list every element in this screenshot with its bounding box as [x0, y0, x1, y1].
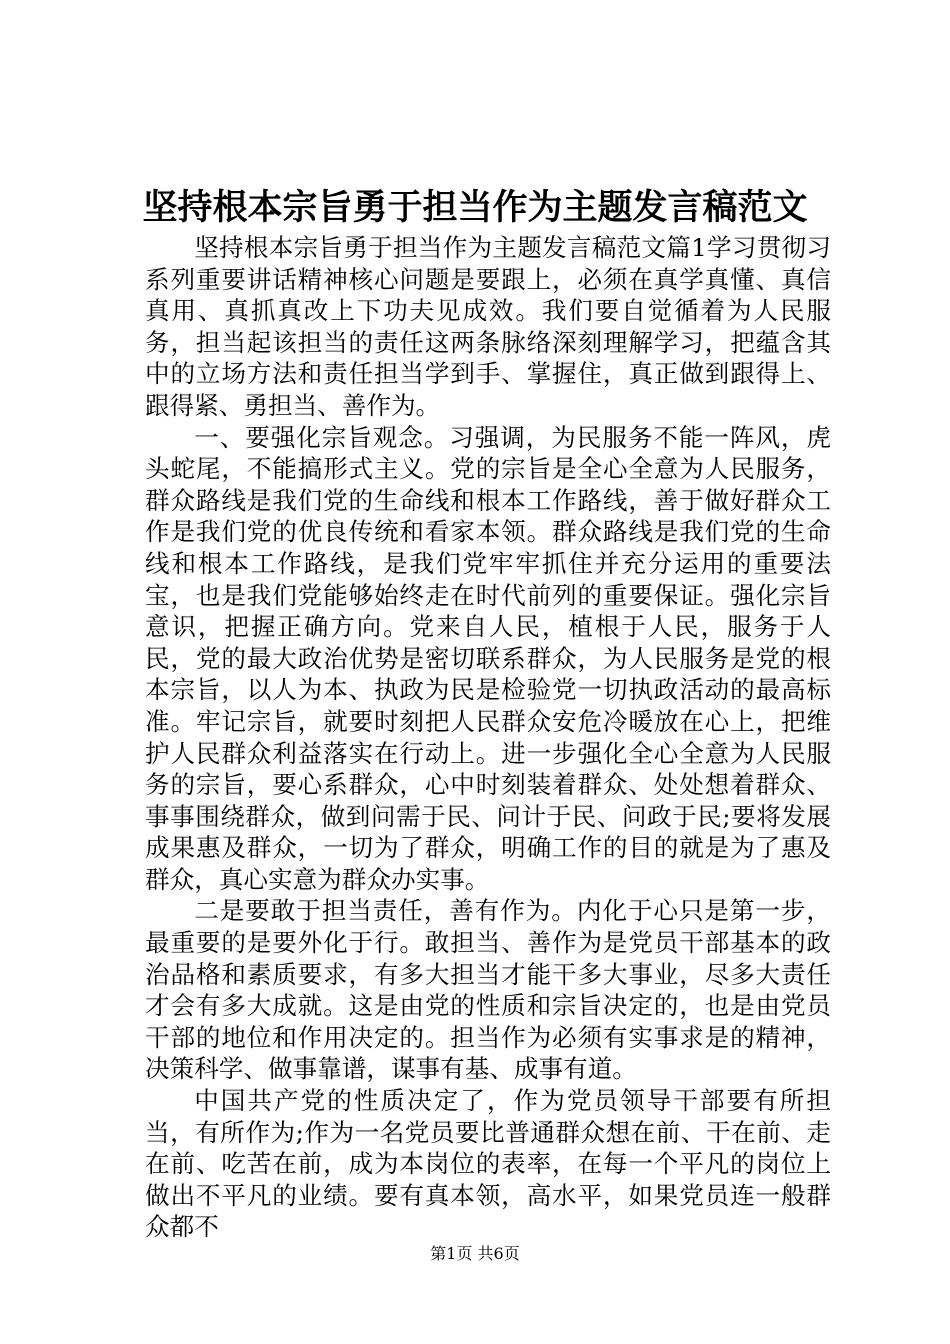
document-body	[145, 232, 831, 1243]
paragraph-4: 中国共产党的性质决定了，作为党员领导干部要有所担当，有所作为;作为一名党员要比普通群众想在前、干在前、走在前、吃苦在前，成为本岗位的表率，在每一个平凡的岗位上做出不平凡的业绩。要有真本领，高水平，如果党员连一般群众都不	[145, 1086, 831, 1242]
paragraph-2: 一、要强化宗旨观念。习强调，为民服务不能一阵风，虎头蛇尾，不能搞形式主义。党的宗旨是全心全意为人民服务，群众路线是我们党的生命线和根本工作路线，善于做好群众工作是我们党的优良传统和看家本领。群众路线是我们党的生命线和根本工作路线，是我们党牢牢抓住并充分运用的重要法宝，也是我们党能够始终走在时代前列的重要保证。强化宗旨意识，把握正确方向。党来自人民，植根于人民，服务于人民，党的最大政治优势是密切联系群众，为人民服务是党的根本宗旨，以人为本、执政为民是检验党一切执政活动的最高标准。牢记宗旨，就要时刻把人民群众安危冷暖放在心上，把维护人民群众利益落实在行动上。进一步强化全心全意为人民服务的宗旨，要心系群众，心中时刻装着群众、处处想着群众、事事围绕群众，做到问需于民、问计于民、问政于民;要将发展成果惠及群众，一切为了群众，明确工作的目的就是为了惠及群众，真心实意为群众办实事。	[145, 422, 831, 894]
paragraph-3: 二是要敢于担当责任，善有作为。内化于心只是第一步，最重要的是要外化于行。敢担当、善作为是党员干部基本的政治品格和素质要求，有多大担当才能干多大事业，尽多大责任才会有多大成就。这是由党的性质和宗旨决定的，也是由党员干部的地位和作用决定的。担当作为必须有实事求是的精神，决策科学、做事靠谱，谋事有基、成事有道。	[145, 896, 831, 1084]
page-number-footer: 第1页 共6页	[430, 1244, 520, 1263]
paragraph-1: 坚持根本宗旨勇于担当作为主题发言稿范文篇1学习贯彻习系列重要讲话精神核心问题是要跟上，必须在真学真懂、真信真用、真抓真改上下功夫见成效。我们要自觉循着为人民服务，担当起该担当的责任这两条脉络深刻理解学习，把蕴含其中的立场方法和责任担当学到手、掌握住，真正做到跟得上、跟得紧、勇担当、善作为。	[145, 233, 831, 420]
document-title: 坚持根本宗旨勇于担当作为主题发言稿范文	[142, 187, 808, 228]
